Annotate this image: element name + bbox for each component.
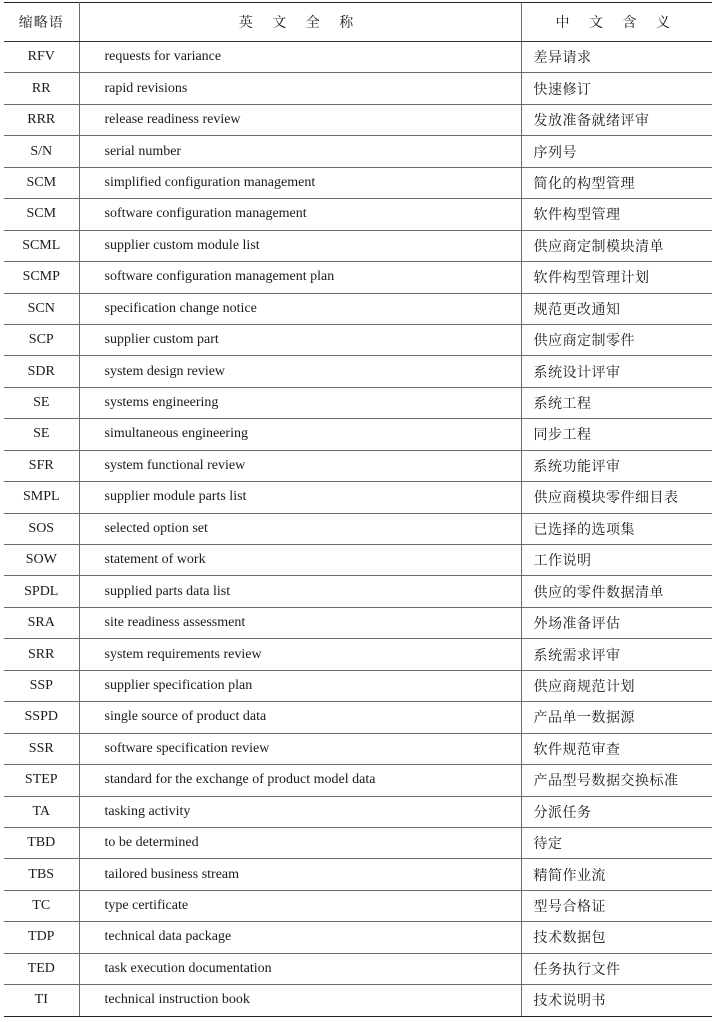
english-term-cell: tailored business stream bbox=[79, 859, 521, 890]
abbreviation-cell: SCM bbox=[4, 199, 79, 230]
abbreviation-cell: SE bbox=[4, 387, 79, 418]
chinese-meaning-cell: 任务执行文件 bbox=[521, 953, 712, 984]
english-term-cell: task execution documentation bbox=[79, 953, 521, 984]
table-row bbox=[4, 670, 712, 701]
abbreviation-cell: STEP bbox=[4, 765, 79, 796]
table-row bbox=[4, 387, 712, 418]
abbreviation-cell: TA bbox=[4, 796, 79, 827]
header-chinese-meaning: 中 文 含 义 bbox=[521, 3, 712, 42]
english-term-cell: software configuration management bbox=[79, 199, 521, 230]
chinese-meaning-cell: 外场准备评估 bbox=[521, 607, 712, 638]
chinese-meaning-cell: 快速修订 bbox=[521, 73, 712, 104]
chinese-meaning-cell: 待定 bbox=[521, 827, 712, 858]
english-term-cell: standard for the exchange of product model data bbox=[79, 765, 521, 796]
english-term-cell: systems engineering bbox=[79, 387, 521, 418]
english-term-cell: supplied parts data list bbox=[79, 576, 521, 607]
table-row bbox=[4, 230, 712, 261]
table-row bbox=[4, 324, 712, 355]
table-header-row bbox=[4, 3, 712, 42]
chinese-meaning-cell: 系统需求评审 bbox=[521, 639, 712, 670]
abbreviation-cell: SDR bbox=[4, 356, 79, 387]
chinese-meaning-cell: 软件构型管理计划 bbox=[521, 262, 712, 293]
table-row bbox=[4, 827, 712, 858]
table-row bbox=[4, 262, 712, 293]
chinese-meaning-cell: 发放准备就绪评审 bbox=[521, 104, 712, 135]
english-term-cell: simultaneous engineering bbox=[79, 419, 521, 450]
table-row bbox=[4, 199, 712, 230]
abbreviation-cell: SRR bbox=[4, 639, 79, 670]
english-term-cell: supplier custom part bbox=[79, 324, 521, 355]
abbreviation-cell: SSPD bbox=[4, 702, 79, 733]
table-row bbox=[4, 356, 712, 387]
chinese-meaning-cell: 精简作业流 bbox=[521, 859, 712, 890]
english-term-cell: technical data package bbox=[79, 922, 521, 953]
english-term-cell: type certificate bbox=[79, 890, 521, 921]
table-row bbox=[4, 167, 712, 198]
table-row bbox=[4, 419, 712, 450]
table-row bbox=[4, 859, 712, 890]
chinese-meaning-cell: 供应商定制模块清单 bbox=[521, 230, 712, 261]
abbreviation-cell: TI bbox=[4, 985, 79, 1016]
chinese-meaning-cell: 简化的构型管理 bbox=[521, 167, 712, 198]
abbreviation-cell: SPDL bbox=[4, 576, 79, 607]
abbreviation-cell: SOW bbox=[4, 545, 79, 576]
abbreviation-cell: TBD bbox=[4, 827, 79, 858]
header-abbreviation: 缩略语 bbox=[4, 3, 79, 42]
english-term-cell: technical instruction book bbox=[79, 985, 521, 1016]
table-row bbox=[4, 482, 712, 513]
table-row bbox=[4, 42, 712, 73]
abbreviation-cell: SOS bbox=[4, 513, 79, 544]
chinese-meaning-cell: 软件构型管理 bbox=[521, 199, 712, 230]
abbreviation-cell: S/N bbox=[4, 136, 79, 167]
abbreviation-cell: RFV bbox=[4, 42, 79, 73]
abbreviation-cell: SSP bbox=[4, 670, 79, 701]
chinese-meaning-cell: 序列号 bbox=[521, 136, 712, 167]
abbreviation-cell: SCM bbox=[4, 167, 79, 198]
table-row bbox=[4, 293, 712, 324]
english-term-cell: selected option set bbox=[79, 513, 521, 544]
table-row bbox=[4, 576, 712, 607]
abbreviation-cell: TBS bbox=[4, 859, 79, 890]
english-term-cell: tasking activity bbox=[79, 796, 521, 827]
table-row bbox=[4, 136, 712, 167]
chinese-meaning-cell: 工作说明 bbox=[521, 545, 712, 576]
abbreviation-cell: SSR bbox=[4, 733, 79, 764]
table-row bbox=[4, 796, 712, 827]
chinese-meaning-cell: 产品单一数据源 bbox=[521, 702, 712, 733]
header-english-full-name: 英 文 全 称 bbox=[79, 3, 521, 42]
english-term-cell: software configuration management plan bbox=[79, 262, 521, 293]
chinese-meaning-cell: 分派任务 bbox=[521, 796, 712, 827]
table-row bbox=[4, 702, 712, 733]
chinese-meaning-cell: 系统设计评审 bbox=[521, 356, 712, 387]
abbreviation-cell: SCP bbox=[4, 324, 79, 355]
table-row bbox=[4, 890, 712, 921]
chinese-meaning-cell: 供应商规范计划 bbox=[521, 670, 712, 701]
english-term-cell: simplified configuration management bbox=[79, 167, 521, 198]
table-row bbox=[4, 545, 712, 576]
english-term-cell: specification change notice bbox=[79, 293, 521, 324]
abbreviation-cell: TDP bbox=[4, 922, 79, 953]
abbreviation-cell: SMPL bbox=[4, 482, 79, 513]
table-row bbox=[4, 104, 712, 135]
chinese-meaning-cell: 供应商定制零件 bbox=[521, 324, 712, 355]
abbreviation-cell: SRA bbox=[4, 607, 79, 638]
table-row bbox=[4, 733, 712, 764]
chinese-meaning-cell: 型号合格证 bbox=[521, 890, 712, 921]
english-term-cell: rapid revisions bbox=[79, 73, 521, 104]
english-term-cell: supplier specification plan bbox=[79, 670, 521, 701]
table-row bbox=[4, 450, 712, 481]
chinese-meaning-cell: 软件规范审查 bbox=[521, 733, 712, 764]
chinese-meaning-cell: 产品型号数据交换标准 bbox=[521, 765, 712, 796]
chinese-meaning-cell: 同步工程 bbox=[521, 419, 712, 450]
chinese-meaning-cell: 系统功能评审 bbox=[521, 450, 712, 481]
english-term-cell: software specification review bbox=[79, 733, 521, 764]
chinese-meaning-cell: 技术说明书 bbox=[521, 985, 712, 1016]
chinese-meaning-cell: 规范更改通知 bbox=[521, 293, 712, 324]
table-body bbox=[4, 42, 712, 1017]
chinese-meaning-cell: 供应商模块零件细目表 bbox=[521, 482, 712, 513]
english-term-cell: system requirements review bbox=[79, 639, 521, 670]
english-term-cell: supplier module parts list bbox=[79, 482, 521, 513]
table-row bbox=[4, 922, 712, 953]
english-term-cell: statement of work bbox=[79, 545, 521, 576]
chinese-meaning-cell: 差异请求 bbox=[521, 42, 712, 73]
english-term-cell: release readiness review bbox=[79, 104, 521, 135]
chinese-meaning-cell: 系统工程 bbox=[521, 387, 712, 418]
english-term-cell: requests for variance bbox=[79, 42, 521, 73]
abbreviation-cell: SCML bbox=[4, 230, 79, 261]
abbreviation-cell: RRR bbox=[4, 104, 79, 135]
table-row bbox=[4, 513, 712, 544]
english-term-cell: system design review bbox=[79, 356, 521, 387]
english-term-cell: system functional review bbox=[79, 450, 521, 481]
english-term-cell: to be determined bbox=[79, 827, 521, 858]
chinese-meaning-cell: 技术数据包 bbox=[521, 922, 712, 953]
chinese-meaning-cell: 供应的零件数据清单 bbox=[521, 576, 712, 607]
abbreviation-table bbox=[4, 2, 712, 1017]
english-term-cell: serial number bbox=[79, 136, 521, 167]
abbreviation-cell: SCN bbox=[4, 293, 79, 324]
table-row bbox=[4, 73, 712, 104]
table-row bbox=[4, 985, 712, 1016]
english-term-cell: single source of product data bbox=[79, 702, 521, 733]
abbreviation-cell: SE bbox=[4, 419, 79, 450]
abbreviation-cell: SFR bbox=[4, 450, 79, 481]
english-term-cell: supplier custom module list bbox=[79, 230, 521, 261]
table-row bbox=[4, 639, 712, 670]
chinese-meaning-cell: 已选择的选项集 bbox=[521, 513, 712, 544]
abbreviation-cell: TC bbox=[4, 890, 79, 921]
abbreviation-cell: RR bbox=[4, 73, 79, 104]
abbreviation-cell: TED bbox=[4, 953, 79, 984]
abbreviation-cell: SCMP bbox=[4, 262, 79, 293]
table-row bbox=[4, 953, 712, 984]
table-row bbox=[4, 765, 712, 796]
table-row bbox=[4, 607, 712, 638]
english-term-cell: site readiness assessment bbox=[79, 607, 521, 638]
